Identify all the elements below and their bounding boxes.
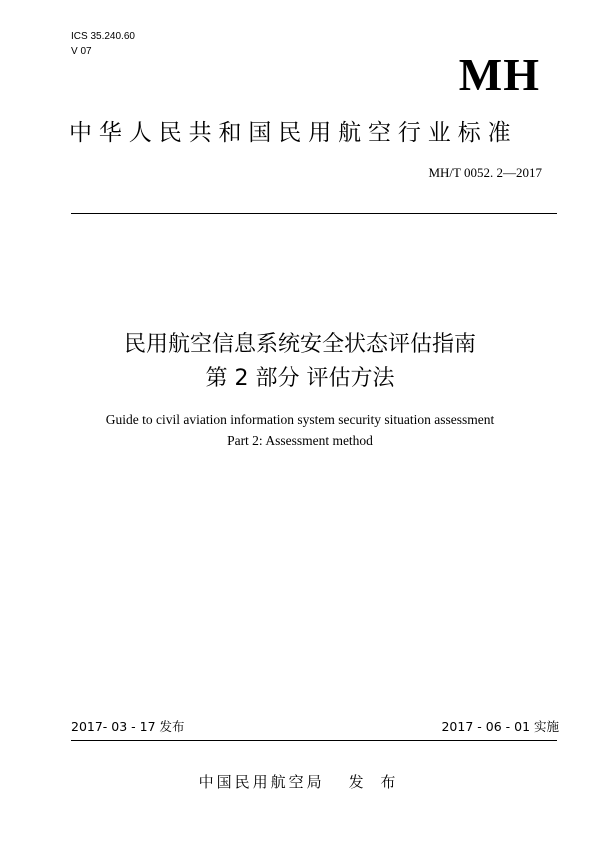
ccs-code: V 07 (71, 46, 92, 57)
mh-logo: MH (458, 49, 540, 100)
document-title-en-line1: Guide to civil aviation information system security situation assessment (105, 412, 495, 427)
document-title-en-line2: Part 2: Assessment method (227, 433, 373, 448)
publisher-action: 发 布 (348, 773, 402, 791)
implementation-date: 2017 - 06 - 01 实施 (441, 719, 559, 734)
publisher (0, 772, 600, 792)
document-title-cn-line2: 第 2 部分 评估方法 (205, 366, 395, 391)
header-divider (71, 213, 557, 214)
ics-code: ICS 35.240.60 (71, 31, 135, 42)
publisher-name: 中国民用航空局 (198, 773, 325, 791)
industry-standard-title: 中华人民共和国民用航空行业标准 (69, 120, 518, 146)
document-title-cn-line1: 民用航空信息系统安全状态评估指南 (123, 332, 476, 357)
standard-number: MH/T 0052. 2—2017 (428, 165, 542, 180)
footer-divider (71, 740, 557, 741)
issue-date: 2017- 03 - 17 发布 (71, 719, 185, 734)
